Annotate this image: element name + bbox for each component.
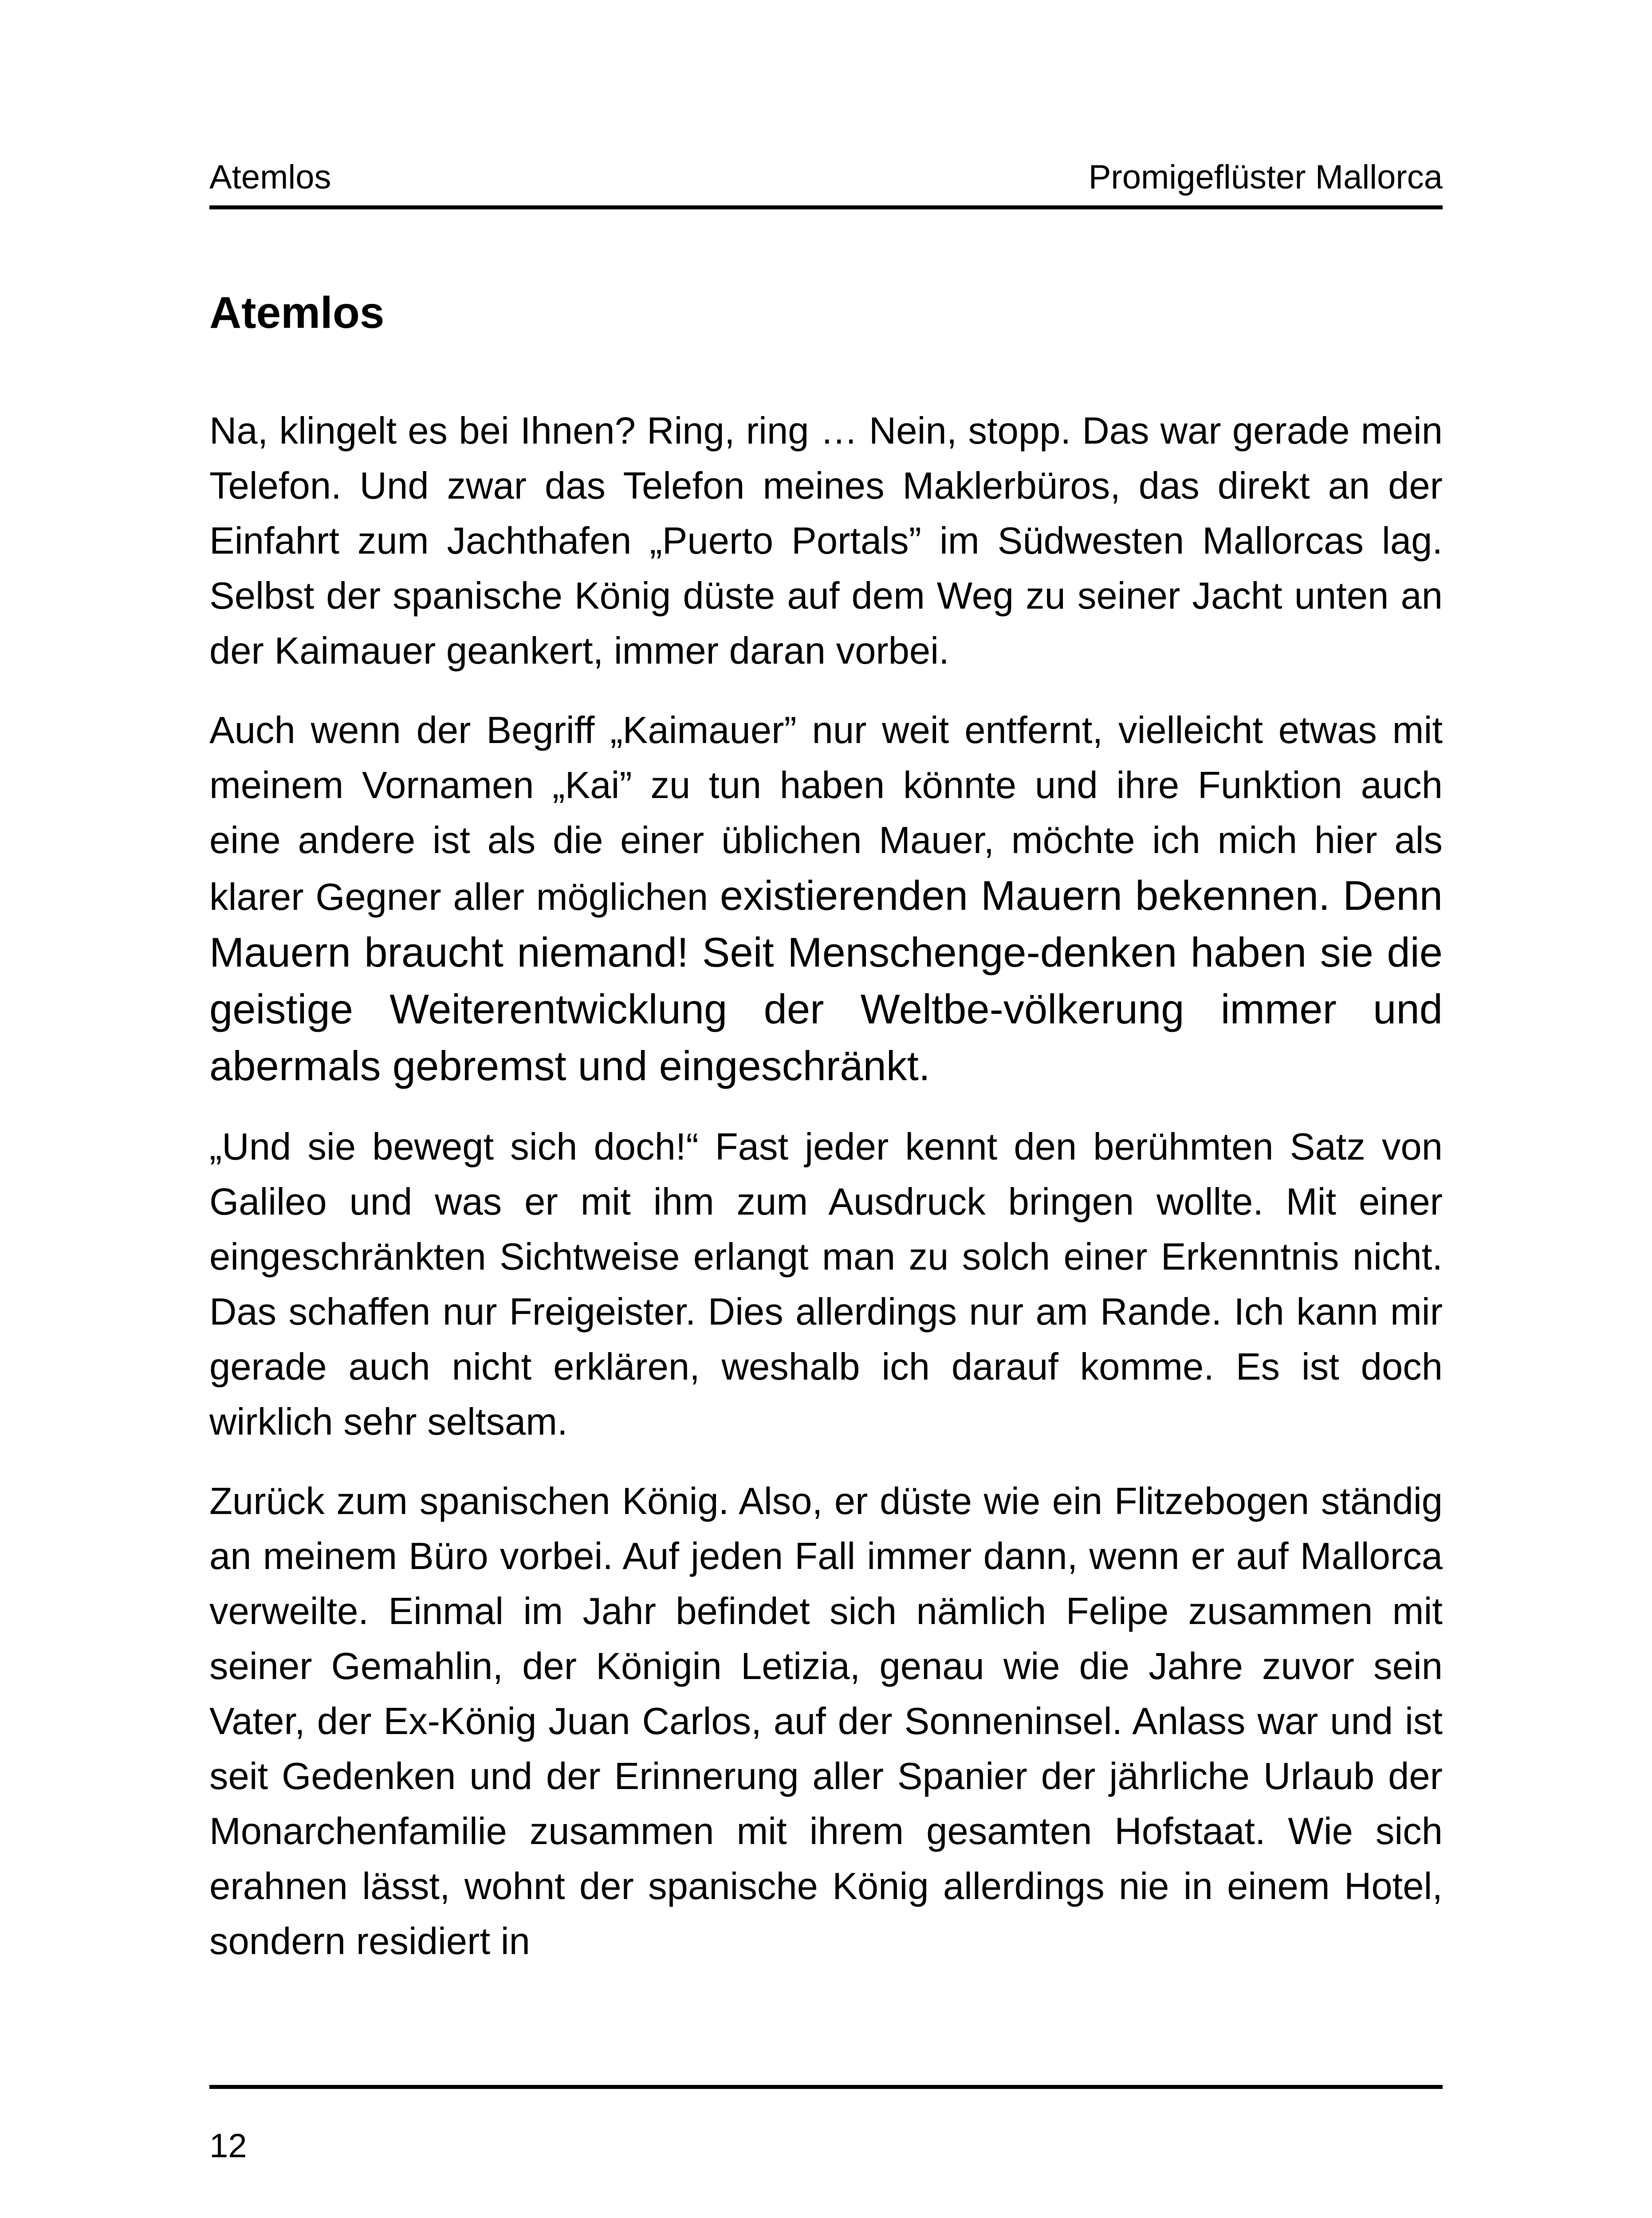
- paragraph-2: [209, 703, 1443, 1095]
- footer-rule: [209, 2085, 1443, 2089]
- paragraph-1-text: Na, klingelt es bei Ihnen? Ring, ring … Nein, stopp. Das war gerade mein Telefon. Und zwar das Telefon meines Maklerbüros, das direkt an der Einfahrt zum Jachthafen „Puerto Portals” im Südwesten Mallorcas lag. Selbst der spanische König düste auf dem Weg zu seiner Jacht unten an der Kaimauer geankert, immer daran vorbei.: [209, 410, 1443, 672]
- body-text: [209, 404, 1443, 2010]
- paragraph-4: [209, 1474, 1443, 1969]
- paragraph-2-text-larger: existierenden Mauern bekennen. Denn Mauern braucht niemand! Seit Menschenge-denken haben sie die geistige Weiterentwicklung der Weltbe-völkerung immer und abermals gebremst und eingeschränkt.: [209, 872, 1443, 1089]
- running-header: [209, 156, 1443, 209]
- paragraph-1: [209, 404, 1443, 679]
- page-number: 12: [209, 2127, 247, 2165]
- paragraph-3: [209, 1120, 1443, 1450]
- chapter-title: Atemlos: [209, 288, 385, 338]
- header-book-title: Promigeflüster Mallorca: [1088, 158, 1443, 196]
- paragraph-4-text: Zurück zum spanischen König. Also, er düste wie ein Flitzebogen ständig an meinem Büro vorbei. Auf jeden Fall immer dann, wenn er auf Mallorca verweilte. Einmal im Jahr befindet sich nämlich Felipe zusammen mit seiner Gemahlin, der Königin Letizia, genau wie die Jahre zuvor sein Vater, der Ex-König Juan Carlos, auf der Sonneninsel. Anlass war und ist seit Gedenken und der Erinnerung aller Spanier der jährliche Urlaub der Monarchenfamilie zusammen mit ihrem gesamten Hofstaat. Wie sich erahnen lässt, wohnt der spanische König allerdings nie in einem Hotel, sondern residiert in: [209, 1480, 1443, 1962]
- paragraph-3-text: „Und sie bewegt sich doch!“ Fast jeder kennt den berühmten Satz von Galileo und was er mit ihm zum Ausdruck bringen wollte. Mit einer eingeschränkten Sichtweise erlangt man zu solch einer Erkenntnis nicht. Das schaffen nur Freigeister. Dies allerdings nur am Rande. Ich kann mir gerade auch nicht erklären, weshalb ich darauf komme. Es ist doch wirklich sehr seltsam.: [209, 1126, 1443, 1443]
- header-chapter-title: Atemlos: [209, 158, 331, 196]
- paragraph-2-text: Auch wenn der Begriff „Kaimauer” nur weit entfernt, vielleicht etwas mit meinem Vornamen „Kai” zu tun haben könnte und ihre Funktion auch eine andere ist als die einer üblichen Mauer, möchte ich mich hier als klarer Gegner aller möglichen: [209, 709, 1443, 918]
